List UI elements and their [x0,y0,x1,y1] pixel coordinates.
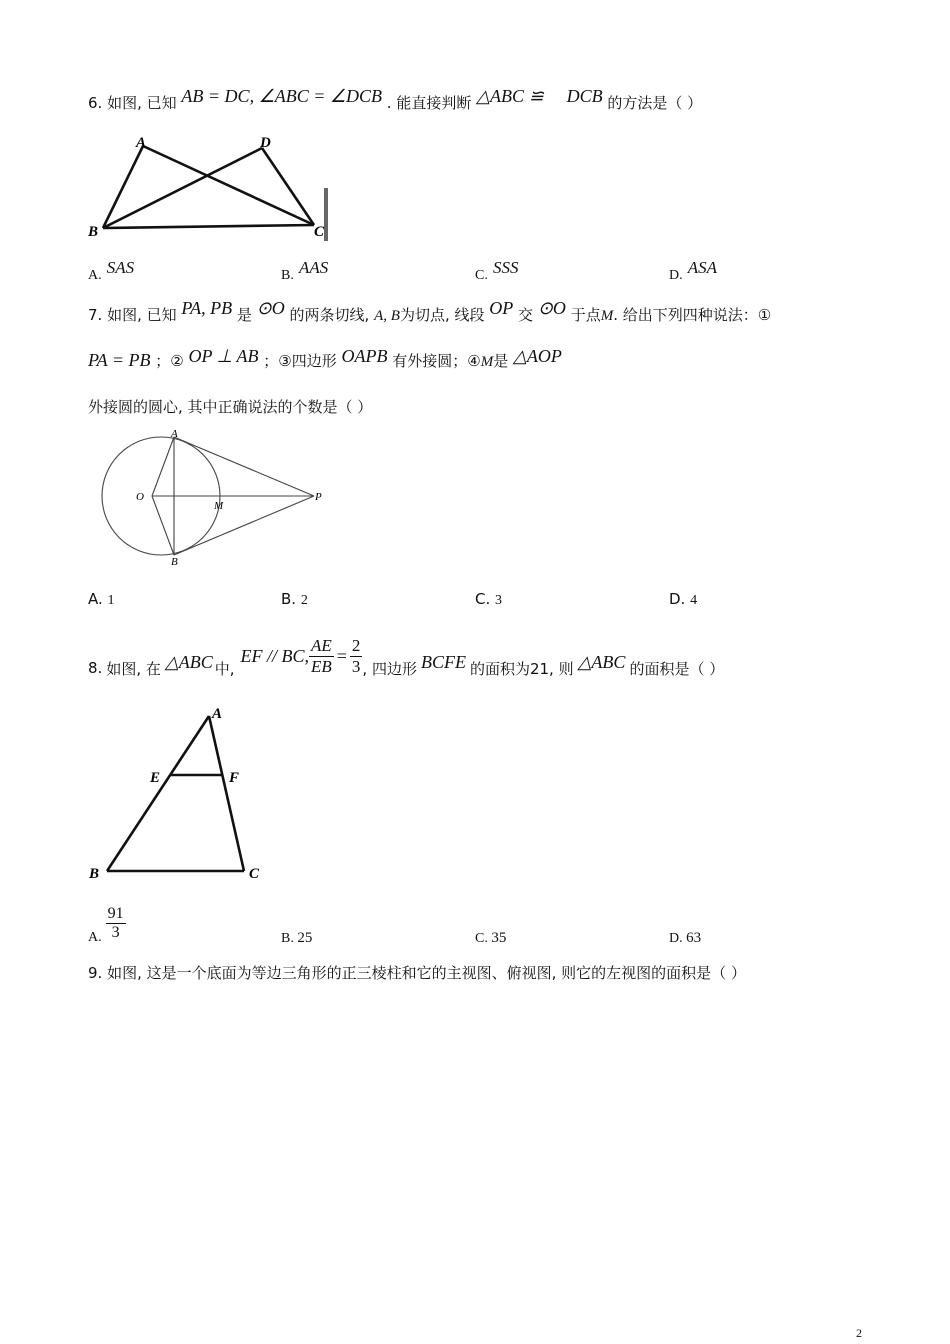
q7-label-b: B [171,556,178,568]
q8-label-f: F [229,770,240,786]
q6-option-a[interactable]: A. SAS [88,258,135,283]
q8-option-b[interactable]: B. 25 [281,930,313,946]
q7-label-o: O [136,491,144,503]
q8-option-a-fraction: $\frac{91}{3}$ [107,905,124,941]
q6-number: 6. [88,94,103,112]
q7-option-c[interactable]: C. 3 [475,590,503,608]
q7-stem-line2: PA = PB ；② OP ⊥ AB ；③四边形 OAPB 有外接圆；④M是 △AOP [88,346,562,370]
q7-seg-ob [152,496,174,555]
q8-number: 8. [88,659,103,677]
q8-option-a[interactable]: A. $\frac{91}{3}$ [88,905,124,945]
q8-option-d[interactable]: D. 63 [669,930,702,946]
q8-label-e: E [150,770,161,786]
q8-stem: 8. 如图, 在 △ABC 中, EF // BC, $\frac{AE}{EB}$ = $\frac{2}{3}$ , 四边形 BCFE 的面积为21, 则 △ABC 的面积是（ ） [88,635,725,678]
q7-stem-line1: 7. 如图, 已知 PA, PB 是 ⊙O 的两条切线, A, B为切点, 线段 OP 交 ⊙O 于点M. 给出下列四种说法：① [88,298,772,324]
q8-ratio-fraction: $\frac{AE}{EB}$ [310,635,332,676]
q7-seg-ap [174,437,314,496]
q6-label-d: D [260,135,271,151]
q7-number: 7. [88,306,103,324]
q6-option-d[interactable]: D. ASA [669,258,717,283]
q7-seg-oa [152,437,174,496]
q6-stem: 6. 如图, 已知 AB = DC, ∠ABC = ∠DCB . 能直接判断 △ABC ≌ DCB 的方法是（ ） [88,86,703,112]
q8-label-c: C [249,866,260,882]
q7-option-b[interactable]: B. 2 [281,590,308,608]
q6-label-b: B [88,224,99,240]
q7-option-d[interactable]: D. 4 [669,590,698,608]
q6-seg-bc [103,225,314,228]
q8-seg-ab [107,716,209,871]
q6-option-c[interactable]: C. SSS [475,258,519,283]
q7-label-m: M [214,500,224,512]
q9-number: 9. [88,964,103,982]
q7-label-p: P [315,491,322,503]
q8-option-c[interactable]: C. 35 [475,930,507,946]
q7-stem-line3: 外接圆的圆心, 其中正确说法的个数是（ ） [88,398,373,416]
q7-option-a[interactable]: A. 1 [88,590,115,608]
q7-label-a: A [171,428,178,440]
q6-label-c: C [314,224,325,240]
q6-figure [86,128,336,246]
q6-label-a: A [136,135,147,151]
q8-value-fraction: $\frac{2}{3}$ [351,635,361,676]
q8-label-a: A [212,706,223,722]
q8-figure [86,700,276,890]
q7-figure [86,424,336,572]
q6-option-b[interactable]: B. AAS [281,258,329,283]
q8-label-b: B [89,866,100,882]
q6-seg-bd [103,148,262,228]
page-number: 2 [856,1326,862,1340]
q9-stem: 9. 如图, 这是一个底面为等边三角形的正三棱柱和它的主视图、俯视图, 则它的左视图的面积是（ ） [88,964,746,982]
q6-condition: AB = DC, ∠ABC = ∠DCB [181,86,382,106]
q7-seg-bp [174,496,314,555]
q8-seg-ac [209,716,244,871]
q6-seg-ba [103,146,143,228]
